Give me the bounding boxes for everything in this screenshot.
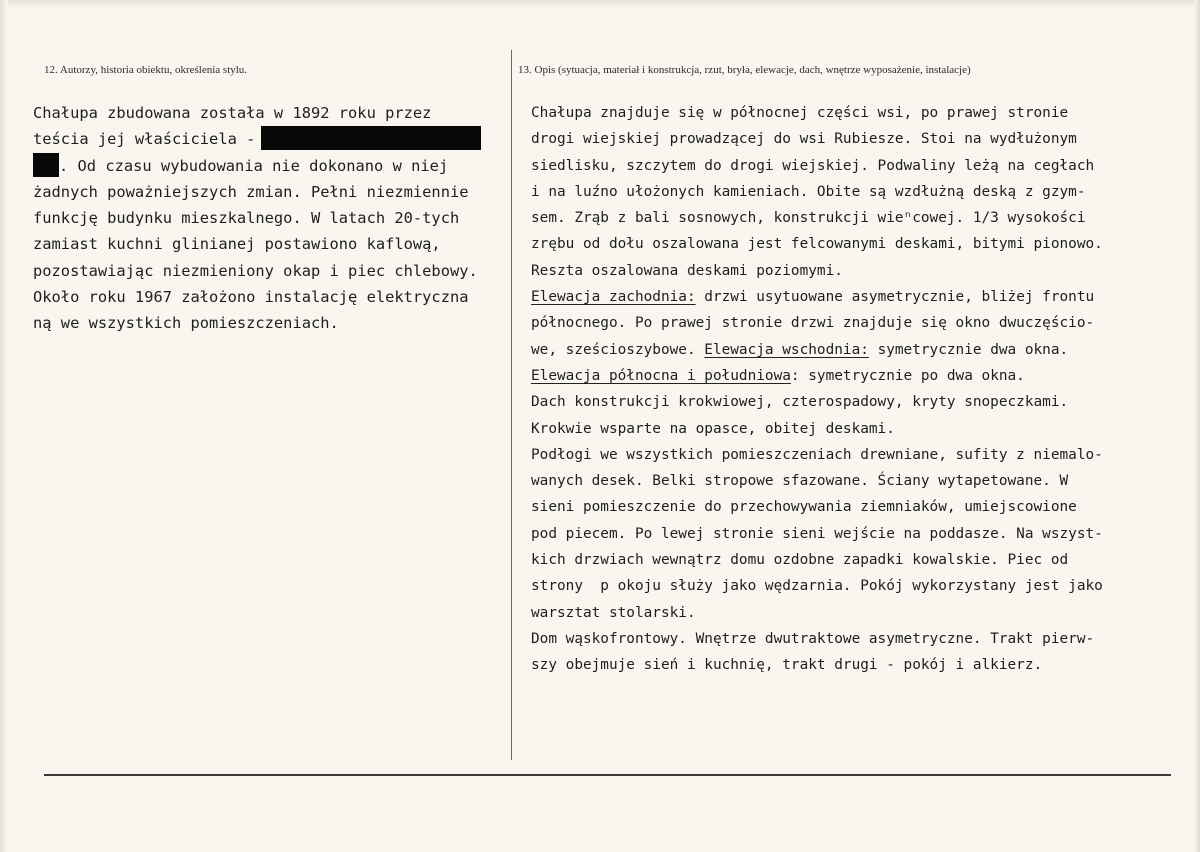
history-line-3-text: . Od czasu wybudowania nie dokonano w niej <box>59 156 449 175</box>
description-line-9: północnego. Po prawej stronie drzwi znajduje się okno dwuczęścio- <box>531 315 1095 332</box>
section-13-heading: 13. Opis (sytuacja, materiał i konstrukcja, rzut, bryła, elewacje, dach, wnętrze wyposażenie, instalacje) <box>518 64 971 76</box>
description-line-13: Krokwie wsparte na opasce, obitej deskami. <box>531 420 895 437</box>
west-elevation-heading: Elewacja zachodnia: <box>531 289 696 306</box>
description-line-20: warsztat stolarski. <box>531 604 696 621</box>
east-elevation-heading: Elewacja wschodnia: <box>704 341 869 358</box>
history-line-5: funkcję budynku mieszkalnego. W latach 20-tych <box>33 209 460 228</box>
description-line-22: szy obejmuje sień i kuchnię, trakt drugi - pokój i alkierz. <box>531 657 1043 674</box>
description-line-1: Chałupa znajduje się w północnej części wsi, po prawej stronie <box>531 105 1069 121</box>
section-12-heading: 12. Autorzy, historia obiektu, określenia stylu. <box>44 64 248 76</box>
history-line-2 <box>33 126 509 152</box>
description-line-16: sieni pomieszczenie do przechowywania ziemniaków, umiejscowione <box>531 499 1077 516</box>
north-south-elevation-heading: Elewacja północna i południowa <box>531 367 791 384</box>
description-line-10 <box>531 337 1195 363</box>
redacted-owner-name-continued <box>33 153 59 177</box>
description-line-18: kich drzwiach wewnątrz domu ozdobne zapadki kowalskie. Piec od <box>531 552 1069 569</box>
description-line-4: i na luźno ułożonych kamieniach. Obite są wzdłużną deską z gzym- <box>531 183 1086 200</box>
description-line-11 <box>531 363 1195 389</box>
description-line-7: Reszta oszalowana deskami poziomymi. <box>531 262 843 279</box>
description-line-14: Podłogi we wszystkich pomieszczeniach drewniane, sufity z niemalo- <box>531 446 1103 463</box>
description-line-19: strony p okoju służy jako wędzarnia. Pokój wykorzystany jest jako <box>531 578 1103 595</box>
history-line-7: pozostawiając niezmieniony okap i piec chlebowy. <box>33 261 478 280</box>
description-text <box>531 100 1195 679</box>
scan-edge-left <box>0 0 8 852</box>
scan-edge-top <box>0 0 1200 8</box>
history-line-3 <box>33 153 509 179</box>
history-line-6: zamiast kuchni glinianej postawiono kaflową, <box>33 235 441 254</box>
history-line-2-text: teścia jej właściciela - <box>33 130 256 149</box>
history-line-8: Około roku 1967 założono instalację elektryczna <box>33 288 469 307</box>
description-line-5: sem. Zrąb z bali sosnowych, konstrukcji wieⁿcowej. 1/3 wysokości <box>531 210 1086 227</box>
description-line-2: drogi wiejskiej prowadzącej do wsi Rubiesze. Stoi na wydłużonym <box>531 131 1077 148</box>
history-line-9: ną we wszystkich pomieszczeniach. <box>33 314 339 333</box>
column-divider <box>511 50 512 760</box>
description-line-3: siedlisku, szczytem do drogi wiejskiej. Podwaliny leżą na cegłach <box>531 157 1095 174</box>
description-line-8-text: drzwi usytuowane asymetrycznie, bliżej frontu <box>695 289 1095 306</box>
history-line-1: Chałupa zbudowana została w 1892 roku przez <box>33 104 432 122</box>
history-line-4: żadnych poważniejszych zmian. Pełni niezmiennie <box>33 182 469 201</box>
description-line-8 <box>531 284 1195 310</box>
description-line-6: zrębu od dołu oszalowana jest felcowanymi deskami, bitymi pionowo. <box>531 236 1103 253</box>
description-line-17: pod piecem. Po lewej stronie sieni wejście na poddasze. Na wszyst- <box>531 525 1103 542</box>
description-line-21: Dom wąskofrontowy. Wnętrze dwutraktowe asymetryczne. Trakt pierw- <box>531 630 1095 647</box>
description-line-10-text: we, sześcioszybowe. <box>531 341 705 358</box>
bottom-rule <box>44 774 1171 776</box>
description-line-11-text: : symetrycznie po dwa okna. <box>790 367 1025 384</box>
description-line-10-tail: symetrycznie dwa okna. <box>868 341 1069 358</box>
history-text <box>33 100 509 337</box>
description-line-15: wanych desek. Belki stropowe sfazowane. Ściany wytapetowane. W <box>531 473 1069 490</box>
redacted-owner-name <box>261 126 481 150</box>
description-line-12: Dach konstrukcji krokwiowej, czterospadowy, kryty snopeczkami. <box>531 394 1069 411</box>
